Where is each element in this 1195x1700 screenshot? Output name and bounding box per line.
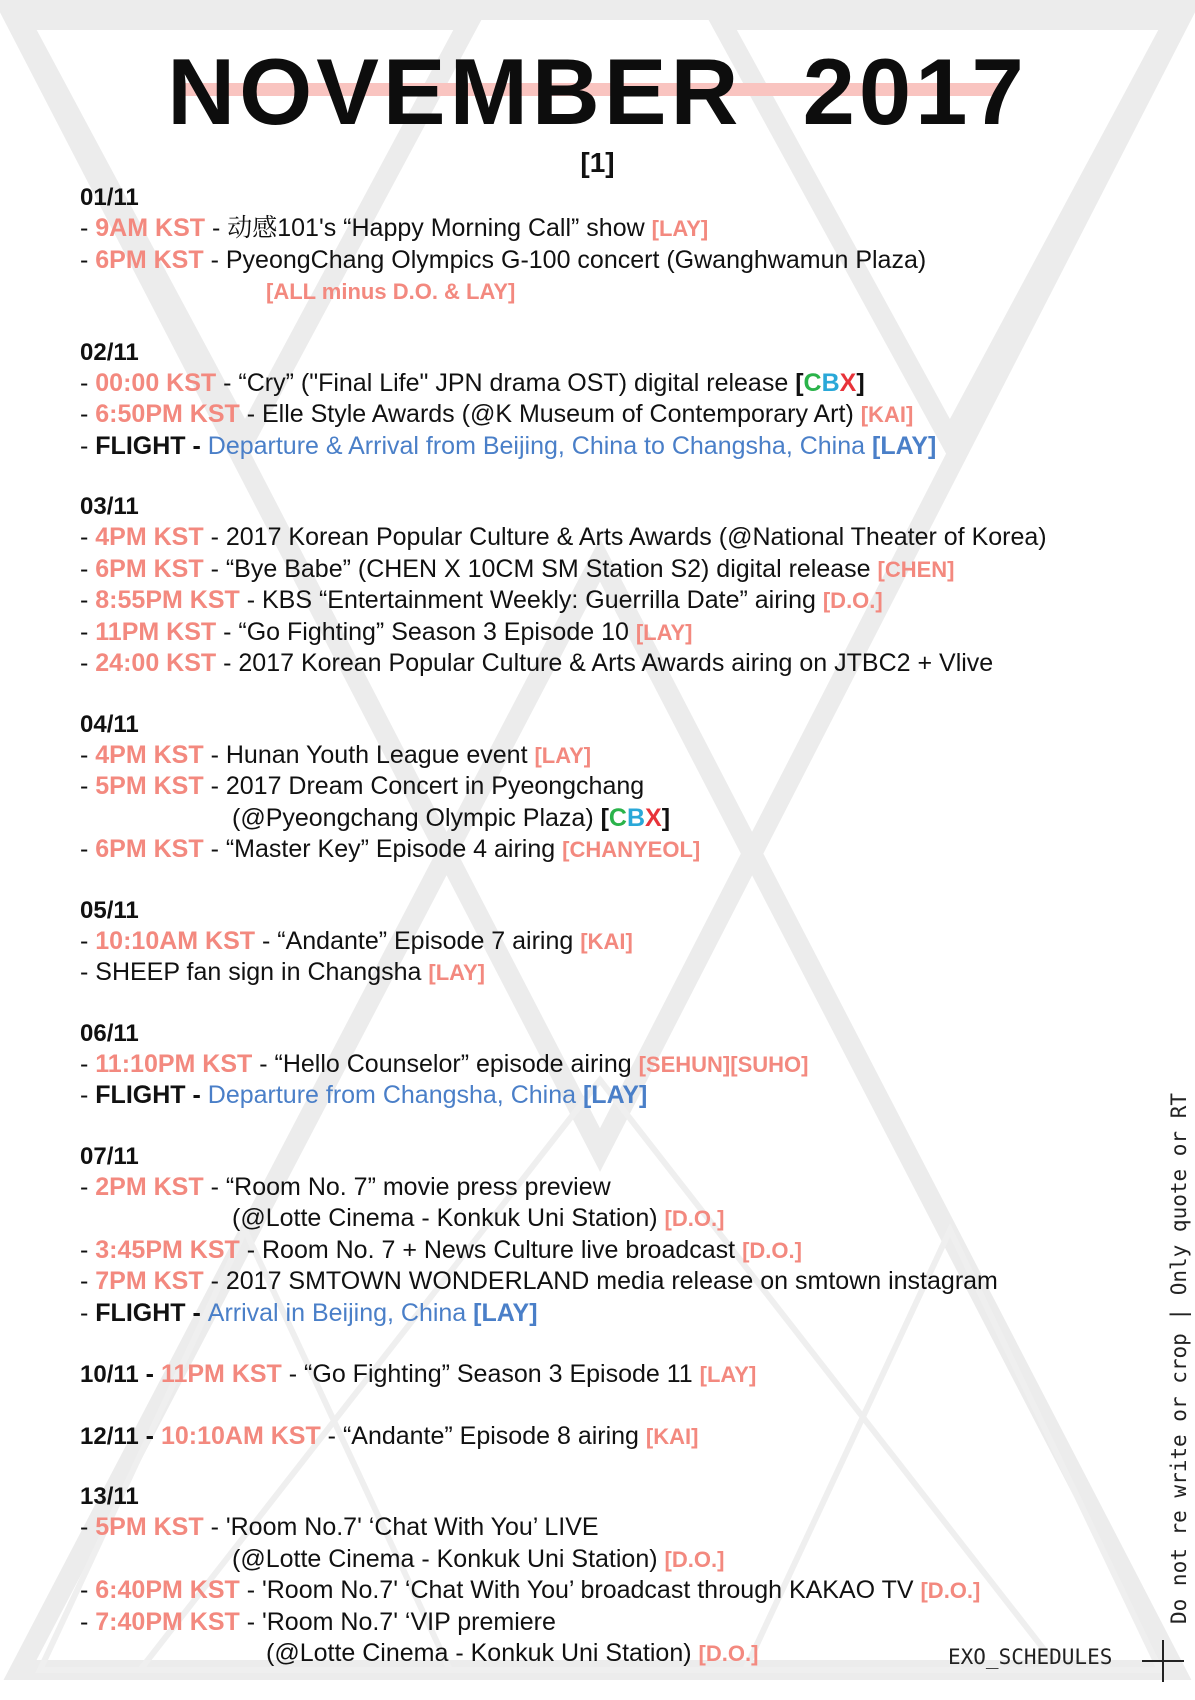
entry-text: - bbox=[80, 958, 96, 986]
entry-text: 4PM KST bbox=[95, 523, 204, 551]
entry-text: - bbox=[80, 214, 96, 242]
entry-text: 11PM KST bbox=[95, 617, 217, 646]
entry-text: “Room No. 7” movie press preview bbox=[225, 1172, 611, 1201]
entry-text: (@Pyeongchang Olympic Plaza) bbox=[232, 803, 601, 832]
entry-text: 'Room No.7' ‘Chat With You’ broadcast through KAKAO TV bbox=[261, 1576, 921, 1604]
flight-entry bbox=[80, 1080, 1140, 1112]
member-tag: [D.O.] bbox=[698, 1641, 759, 1666]
entry-text: - bbox=[239, 1576, 262, 1604]
entry-text: - bbox=[239, 400, 262, 428]
entry-text: (@Lotte Cinema - Konkuk Uni Station) bbox=[266, 1639, 699, 1667]
entry-text: - bbox=[80, 1049, 96, 1078]
schedule-entry bbox=[80, 1421, 1140, 1453]
entry-text: FLIGHT bbox=[95, 1298, 186, 1327]
schedule-entry bbox=[80, 1607, 1140, 1639]
day-block bbox=[80, 710, 1140, 866]
entry-text: FLIGHT bbox=[95, 431, 186, 460]
entry-text: “Hello Counselor” episode airing bbox=[274, 1049, 639, 1078]
entry-text: ] bbox=[856, 368, 865, 397]
schedule-entry bbox=[80, 554, 1140, 586]
entry-text: KBS “Entertainment Weekly: Guerrilla Date” airing bbox=[261, 586, 823, 614]
day-block bbox=[80, 1421, 1140, 1453]
schedule-entry bbox=[80, 834, 1140, 866]
entry-text: - bbox=[138, 1421, 161, 1450]
entry-text: 2017 SMTOWN WONDERLAND media release on smtown instagram bbox=[225, 1267, 998, 1295]
entry-text: SHEEP fan sign in Changsha bbox=[95, 958, 429, 986]
entry-text: 9AM KST bbox=[95, 214, 206, 242]
day-block bbox=[80, 1482, 1140, 1670]
day-block bbox=[80, 1359, 1140, 1391]
entry-text: B bbox=[626, 803, 646, 832]
entry-text: 00:00 KST bbox=[95, 368, 217, 397]
entry-text: - bbox=[216, 368, 239, 397]
entry-text: 6PM KST bbox=[95, 554, 204, 583]
entry-text: 6PM KST bbox=[95, 835, 204, 863]
entry-text: - bbox=[80, 554, 96, 583]
entry-text: - bbox=[80, 400, 96, 428]
credit-handle: EXO_SCHEDULES bbox=[948, 1645, 1113, 1669]
member-tag: [LAY] bbox=[534, 742, 592, 768]
flight-entry bbox=[80, 1298, 1140, 1330]
schedule-entry bbox=[80, 213, 1140, 245]
member-tag: [LAY] bbox=[699, 1362, 757, 1387]
flight-entry bbox=[80, 431, 1140, 463]
entry-text: - bbox=[80, 1267, 96, 1295]
day-date: 04/11 bbox=[80, 710, 139, 738]
entry-text: - bbox=[80, 1172, 96, 1201]
entry-text: 10:10AM KST bbox=[95, 926, 256, 955]
entry-text: X bbox=[645, 803, 662, 832]
entry-text: 2017 Korean Popular Culture & Arts Awards (@National Theater of Korea) bbox=[225, 523, 1047, 551]
schedule-entry-continued bbox=[80, 276, 1140, 308]
day-date: 10/11 bbox=[80, 1361, 139, 1388]
schedule-entry bbox=[80, 771, 1140, 803]
schedule-entry-continued bbox=[80, 803, 1140, 835]
entry-text: C bbox=[608, 803, 627, 832]
entry-text: - bbox=[80, 1513, 96, 1541]
entry-text: ] bbox=[661, 803, 671, 832]
entry-text: 2PM KST bbox=[95, 1172, 204, 1201]
entry-text: - bbox=[203, 772, 226, 800]
entry-text: - bbox=[185, 1081, 208, 1109]
day-date: 06/11 bbox=[80, 1019, 139, 1047]
entry-text: C bbox=[803, 368, 822, 397]
day-date: 07/11 bbox=[80, 1142, 139, 1170]
day-date: 05/11 bbox=[80, 896, 139, 924]
entry-text: 'Room No.7' ‘VIP premiere bbox=[261, 1607, 556, 1636]
member-tag: [KAI] bbox=[580, 928, 633, 954]
entry-text: 11:10PM KST bbox=[95, 1049, 253, 1078]
entry-text: “Master Key” Episode 4 airing bbox=[225, 835, 563, 863]
entry-text: “Go Fighting” Season 3 Episode 11 bbox=[304, 1360, 700, 1388]
entry-text: Arrival in Beijing, China bbox=[207, 1298, 474, 1327]
schedule-entry bbox=[80, 617, 1140, 649]
schedule-entry-continued bbox=[80, 1203, 1140, 1235]
entry-text: 2017 Dream Concert in Pyeongchang bbox=[225, 772, 645, 800]
member-tag: [LAY] bbox=[582, 1081, 648, 1109]
entry-text: 4PM KST bbox=[95, 740, 204, 769]
entry-text: Departure & Arrival from Beijing, China to Changsha, China bbox=[207, 431, 872, 460]
day-date: 12/11 bbox=[80, 1422, 139, 1450]
usage-notice: Do not re write or crop | Only quote or RT bbox=[1167, 1092, 1191, 1624]
entry-text: (@Lotte Cinema - Konkuk Uni Station) bbox=[232, 1544, 665, 1573]
entry-text: - bbox=[80, 431, 96, 460]
member-tag: [D.O.] bbox=[742, 1237, 802, 1263]
entry-text: - bbox=[80, 1081, 96, 1109]
member-tag: [KAI] bbox=[860, 402, 914, 427]
entry-text: 2017 Korean Popular Culture & Arts Awards airing on JTBC2 + Vlive bbox=[238, 649, 994, 677]
page-subtitle: [1] bbox=[580, 147, 615, 178]
schedule-entry bbox=[80, 1512, 1140, 1544]
entry-text: - bbox=[281, 1360, 305, 1388]
entry-text: - bbox=[80, 1298, 96, 1327]
schedule-entry bbox=[80, 585, 1140, 617]
entry-text: - bbox=[216, 617, 239, 646]
entry-text: - bbox=[80, 835, 96, 863]
entry-text: Elle Style Awards (@K Museum of Contemporary Art) bbox=[261, 400, 861, 428]
entry-text: “Andante” Episode 7 airing bbox=[277, 926, 581, 955]
entry-text: “Cry” ("Final Life" JPN drama OST) digital release bbox=[238, 368, 796, 397]
schedule-entry bbox=[80, 399, 1140, 431]
entry-text: - bbox=[80, 617, 96, 646]
schedule-entry bbox=[80, 957, 1140, 989]
entry-text: Hunan Youth League event bbox=[225, 740, 535, 769]
entry-text: 5PM KST bbox=[95, 1513, 204, 1541]
member-tag: [KAI] bbox=[645, 1423, 699, 1449]
entry-text: - bbox=[203, 554, 226, 583]
schedule-entry bbox=[80, 1575, 1140, 1607]
schedule-entry bbox=[80, 368, 1140, 400]
day-date: 13/11 bbox=[80, 1483, 139, 1510]
entry-text: - bbox=[80, 245, 96, 274]
member-tag: [ALL minus D.O. & LAY] bbox=[266, 279, 516, 304]
entry-text: - bbox=[203, 523, 226, 551]
entry-text: 24:00 KST bbox=[95, 649, 217, 677]
entry-text: 6:50PM KST bbox=[95, 400, 240, 428]
entry-text: - bbox=[80, 926, 96, 955]
member-tag: [LAY] bbox=[635, 619, 693, 645]
schedule-entry bbox=[80, 740, 1140, 772]
day-block bbox=[80, 1019, 1140, 1112]
page-title: NOVEMBER 2017 bbox=[167, 39, 1028, 144]
entry-text: - bbox=[320, 1421, 343, 1450]
entry-text: - bbox=[80, 586, 96, 614]
entry-text: Departure from Changsha, China bbox=[207, 1081, 583, 1109]
day-block bbox=[80, 492, 1140, 680]
schedule-entry bbox=[80, 1235, 1140, 1267]
entry-text: - bbox=[216, 649, 239, 677]
entry-text: 7:40PM KST bbox=[95, 1607, 240, 1636]
entry-text: X bbox=[839, 368, 857, 397]
entry-text: - bbox=[80, 649, 96, 677]
entry-text: - bbox=[252, 1049, 275, 1078]
member-tag: [D.O.] bbox=[664, 1206, 725, 1231]
member-tag: [LAY] bbox=[473, 1298, 538, 1327]
schedule-entry bbox=[80, 1049, 1140, 1081]
entry-text: [ bbox=[795, 368, 804, 397]
day-block bbox=[80, 338, 1140, 463]
entry-text: - bbox=[80, 1576, 96, 1604]
member-tag: [LAY] bbox=[651, 216, 709, 241]
entry-text: - bbox=[80, 523, 96, 551]
entry-text: - bbox=[203, 1267, 226, 1295]
entry-text: - bbox=[80, 740, 96, 769]
entry-text: - bbox=[203, 245, 226, 274]
entry-text: 7PM KST bbox=[95, 1267, 204, 1295]
entry-text: - bbox=[203, 1513, 226, 1541]
crosshair-icon bbox=[1142, 1640, 1184, 1682]
entry-text: - bbox=[239, 1607, 262, 1636]
entry-text: [ bbox=[600, 803, 609, 832]
entry-text: - bbox=[203, 1172, 226, 1201]
member-tag: [CHANYEOL] bbox=[562, 837, 701, 862]
member-tag: [D.O.] bbox=[822, 588, 883, 613]
day-block bbox=[80, 896, 1140, 989]
entry-text: - bbox=[185, 1298, 208, 1327]
entry-text: 'Room No.7' ‘Chat With You’ LIVE bbox=[225, 1513, 599, 1541]
entry-text: - bbox=[138, 1360, 161, 1388]
schedule-entry bbox=[80, 1172, 1140, 1204]
schedule-entry bbox=[80, 1266, 1140, 1298]
day-date: 02/11 bbox=[80, 338, 139, 366]
title-block bbox=[0, 38, 1195, 148]
schedule-entry bbox=[80, 926, 1140, 958]
entry-text: - bbox=[203, 835, 226, 863]
entry-text: Room No. 7 + News Culture live broadcast bbox=[261, 1235, 743, 1264]
entry-text: 6PM KST bbox=[95, 245, 204, 274]
entry-text: 10:10AM KST bbox=[160, 1421, 321, 1450]
member-tag: [CHEN] bbox=[877, 556, 955, 582]
member-tag: [D.O.] bbox=[920, 1578, 981, 1603]
entry-text: - bbox=[80, 1607, 96, 1636]
schedule-entry bbox=[80, 245, 1140, 277]
entry-text: 11PM KST bbox=[160, 1360, 282, 1388]
entry-text: - bbox=[80, 772, 96, 800]
schedule-entry-continued bbox=[80, 1544, 1140, 1576]
entry-text: PyeongChang Olympics G-100 concert (Gwanghwamun Plaza) bbox=[225, 245, 927, 274]
entry-text: 5PM KST bbox=[95, 772, 204, 800]
entry-text: (@Lotte Cinema - Konkuk Uni Station) bbox=[232, 1204, 665, 1232]
schedule-entry bbox=[80, 1359, 1140, 1391]
member-tag: [SEHUN][SUHO] bbox=[638, 1051, 809, 1077]
schedule-list bbox=[80, 183, 1140, 1700]
day-date: 03/11 bbox=[80, 493, 139, 520]
entry-text: - bbox=[80, 1235, 96, 1264]
entry-text: “Go Fighting” Season 3 Episode 10 bbox=[238, 617, 636, 646]
schedule-entry bbox=[80, 648, 1140, 680]
member-tag: [LAY] bbox=[428, 960, 486, 985]
member-tag: [D.O.] bbox=[664, 1546, 725, 1572]
entry-text: - bbox=[255, 926, 278, 955]
entry-text: - bbox=[205, 214, 228, 242]
entry-text: 6:40PM KST bbox=[95, 1576, 240, 1604]
entry-text: 动感101's “Happy Morning Call” show bbox=[227, 214, 652, 242]
day-date: 01/11 bbox=[80, 184, 139, 211]
entry-text: “Andante” Episode 8 airing bbox=[342, 1421, 646, 1450]
day-block bbox=[80, 183, 1140, 308]
entry-text: FLIGHT bbox=[95, 1081, 186, 1109]
entry-text: 8:55PM KST bbox=[95, 586, 240, 614]
entry-text: - bbox=[239, 586, 262, 614]
member-tag: [LAY] bbox=[872, 431, 937, 460]
entry-text: - bbox=[80, 368, 96, 397]
day-block bbox=[80, 1142, 1140, 1330]
entry-text: 3:45PM KST bbox=[95, 1235, 240, 1264]
entry-text: - bbox=[239, 1235, 262, 1264]
entry-text: B bbox=[821, 368, 840, 397]
schedule-entry bbox=[80, 522, 1140, 554]
entry-text: “Bye Babe” (CHEN X 10CM SM Station S2) digital release bbox=[225, 554, 878, 583]
entry-text: - bbox=[203, 740, 226, 769]
entry-text: - bbox=[185, 431, 208, 460]
